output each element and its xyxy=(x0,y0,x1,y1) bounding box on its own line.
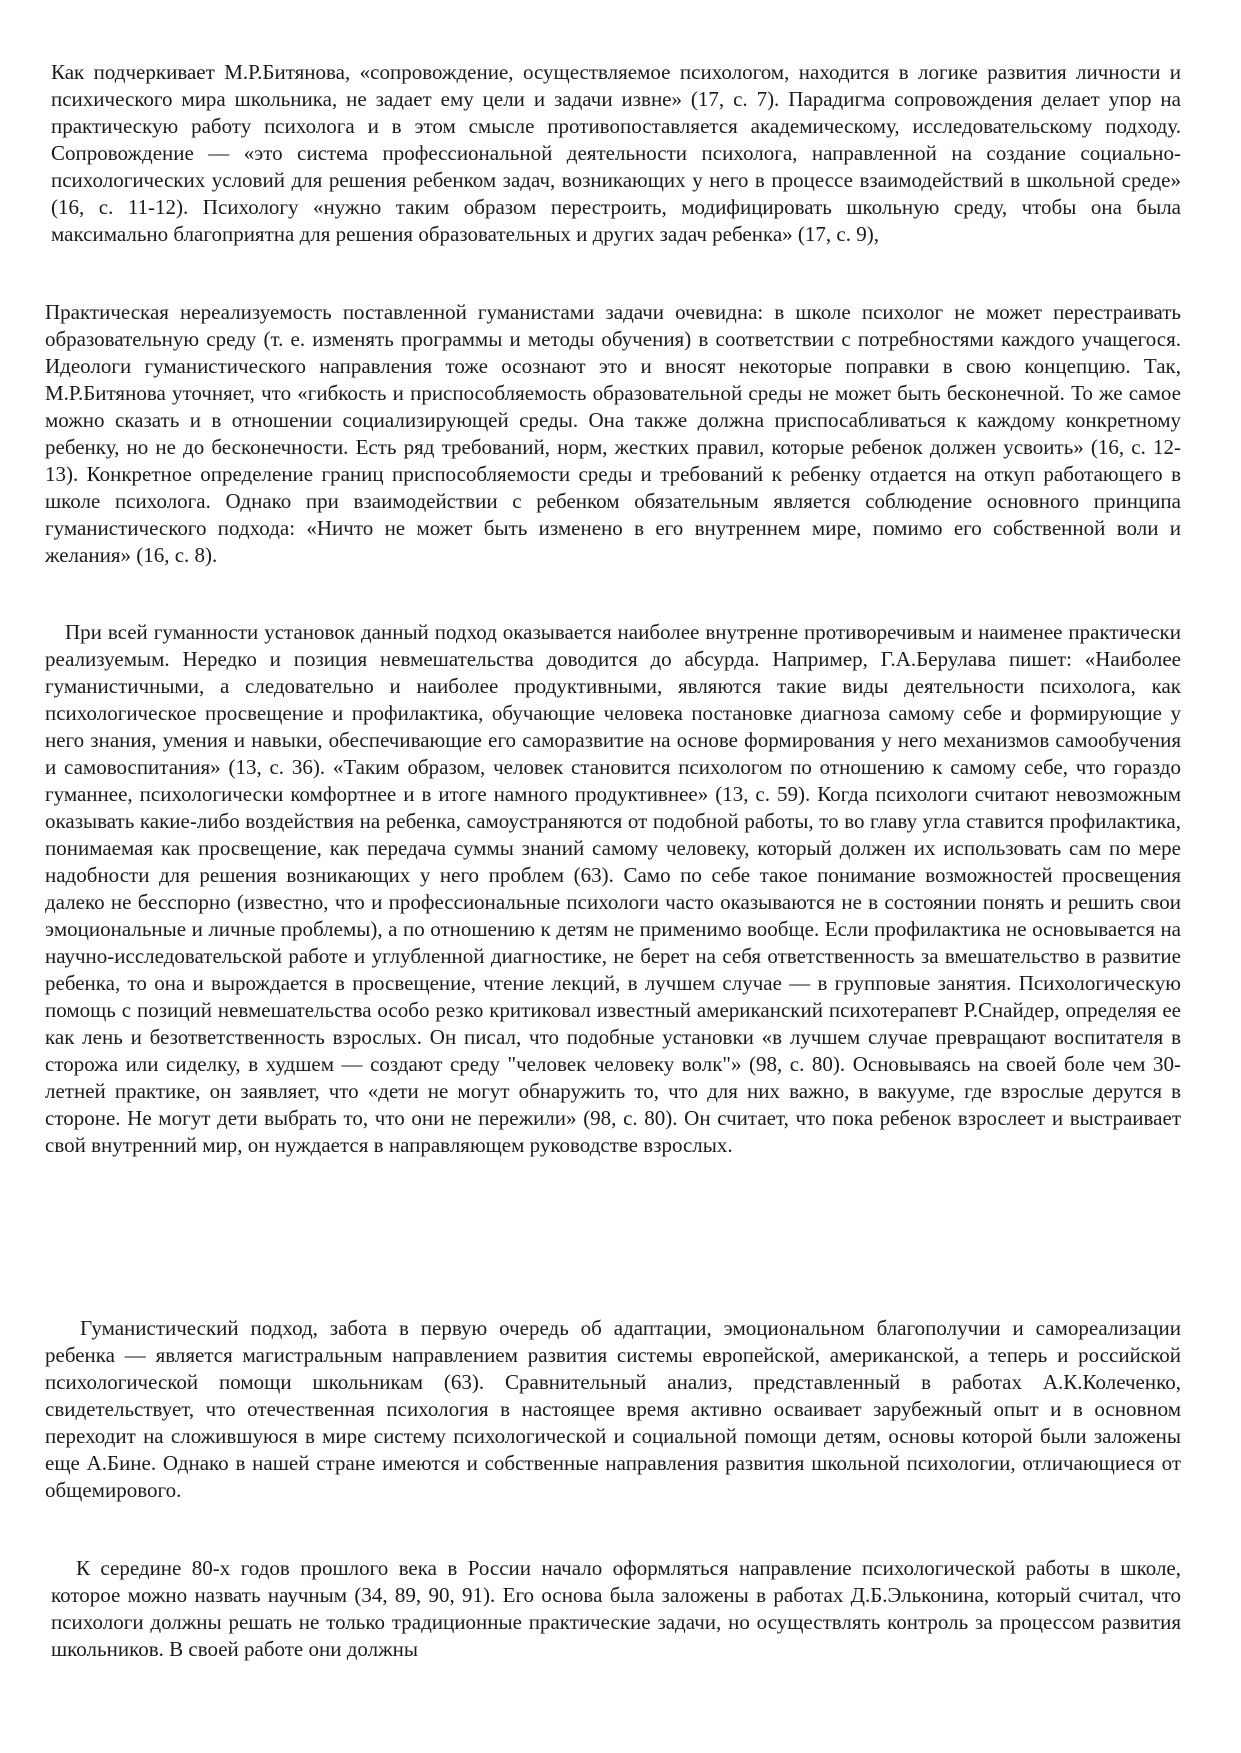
paragraph: Как подчеркивает М.Р.Битянова, «сопровождение, осуществляемое психологом, находится в логике развития личности и психического мира школьника, не задает ему цели и задачи извне» (17, с. 7). Парадигма сопровождения делает упор на практическую работу психолога и в этом смысле противопоставляется академическому, исследовательскому подходу. Сопровождение — «это система профессиональной деятельности психолога, направленной на создание социально-психологических условий для решения ребенком задач, возникающих у него в процессе взаимодействий в школьной среде» (16, с. 11-12). Психологу «нужно таким образом перестроить, модифицировать школьную среду, чтобы она была максимально благоприятна для решения образовательных и других задач ребенка» (17, с. 9), xyxy=(51,60,1181,246)
paragraph: Практическая нереализуемость поставленной гуманистами задачи очевидна: в школе психолог не может перестраивать образовательную среду (т. е. изменять программы и методы обучения) в соответствии с потребностями каждого учащегося. Идеологи гуманистического направления тоже осознают это и вносят некоторые поправки в свою концепцию. Так, М.Р.Битянова уточняет, что «гибкость и приспособляемость образовательной среды не может быть бесконечной. То же самое можно сказать и в отношении социализирующей среды. Она также должна приспосабливаться к каждому конкретному ребенку, но не до бесконечности. Есть ряд требований, норм, жестких правил, которые ребенок должен усвоить» (16, с. 12-13). Конкретное определение границ приспособляемости среды и требований к ребенку отдается на откуп работающего в школе психолога. Однако при взаимодействии с ребенком обязательным является соблюдение основного принципа гуманистического подхода: «Ничто не может быть изменено в его внутреннем мире, помимо его собственной воли и желания» (16, с. 8). xyxy=(45,300,1181,567)
paragraph: Гуманистический подход, забота в первую очередь об адаптации, эмоциональном благополучии и самореализации ребенка — является магистральным направлением развития системы европейской, американской, а теперь и российской психологической помощи школьникам (63). Сравнительный анализ, представленный в работах А.К.Колеченко, свидетельствует, что отечественная психология в настоящее время активно осваивает зарубежный опыт и в основном переходит на сложившуюся в мире систему психологической и социальной помощи детям, основы которой были заложены еще А.Бине. Однако в нашей стране имеются и собственные направления развития школьной психологии, отличающиеся от общемирового. xyxy=(45,1316,1181,1502)
paragraph: При всей гуманности установок данный подход оказывается наиболее внутренне противоречивым и наименее практически реализуемым. Нередко и позиция невмешательства доводится до абсурда. Например, Г.А.Берулава пишет: «Наиболее гуманистичными, а следовательно и наиболее продуктивными, являются такие виды деятельности психолога, как психологическое просвещение и профилактика, обучающие человека постановке диагноза самому себе и формирующие у него знания, умения и навыки, обеспечивающие его саморазвитие на основе формирования у него механизмов самообучения и самовоспитания» (13, с. 36). «Таким образом, человек становится психологом по отношению к самому себе, что гораздо гуманнее, психологически комфортнее и в итоге намного продуктивнее» (13, с. 59). Когда психологи считают невозможным оказывать какие-либо воздействия на ребенка, самоустраняются от подобной работы, то во главу угла ставится профилактика, понимаемая как просвещение, как передача суммы знаний самому человеку, который должен их использовать сам по мере надобности для решения возникающих у него проблем (63). Само по себе такое понимание возможностей просвещения далеко не бесспорно (известно, что и профессиональные психологи часто оказываются не в состоянии понять и решить свои эмоциональные и личные проблемы), а по отношению к детям не применимо вообще. Если профилактика не основывается на научно-исследовательской работе и углубленной диагностике, не берет на себя ответственность за вмешательство в развитие ребенка, то она и вырождается в просвещение, чтение лекций, в лучшем случае — в групповые занятия. Психологическую помощь с позиций невмешательства особо резко критиковал известный американский психотерапевт Р.Снайдер, определяя ее как лень и безответственность взрослых. Он писал, что подобные установки «в лучшем случае превращают воспитателя в сторожа или сиделку, в худшем — создают среду "человек человеку волк"» (98, с. 80). Основываясь на своей боле чем 30-летней практике, он заявляет, что «дети не могут обнаружить то, что для них важно, в вакууме, где взрослые дерутся в стороне. Не могут дети выбрать то, что они не пережили» (98, с. 80). Он считает, что пока ребенок взрослеет и выстраивает свой внутренний мир, он нуждается в направляющем руководстве взрослых. xyxy=(45,620,1181,1157)
paragraph: К середине 80-х годов прошлого века в России начало оформляться направление психологической работы в школе, которое можно назвать научным (34, 89, 90, 91). Его основа была заложены в работах Д.Б.Эльконина, который считал, что психологи должны решать не только традиционные практические задачи, но осуществлять контроль за процессом развития школьников. В своей работе они должны xyxy=(51,1556,1181,1661)
